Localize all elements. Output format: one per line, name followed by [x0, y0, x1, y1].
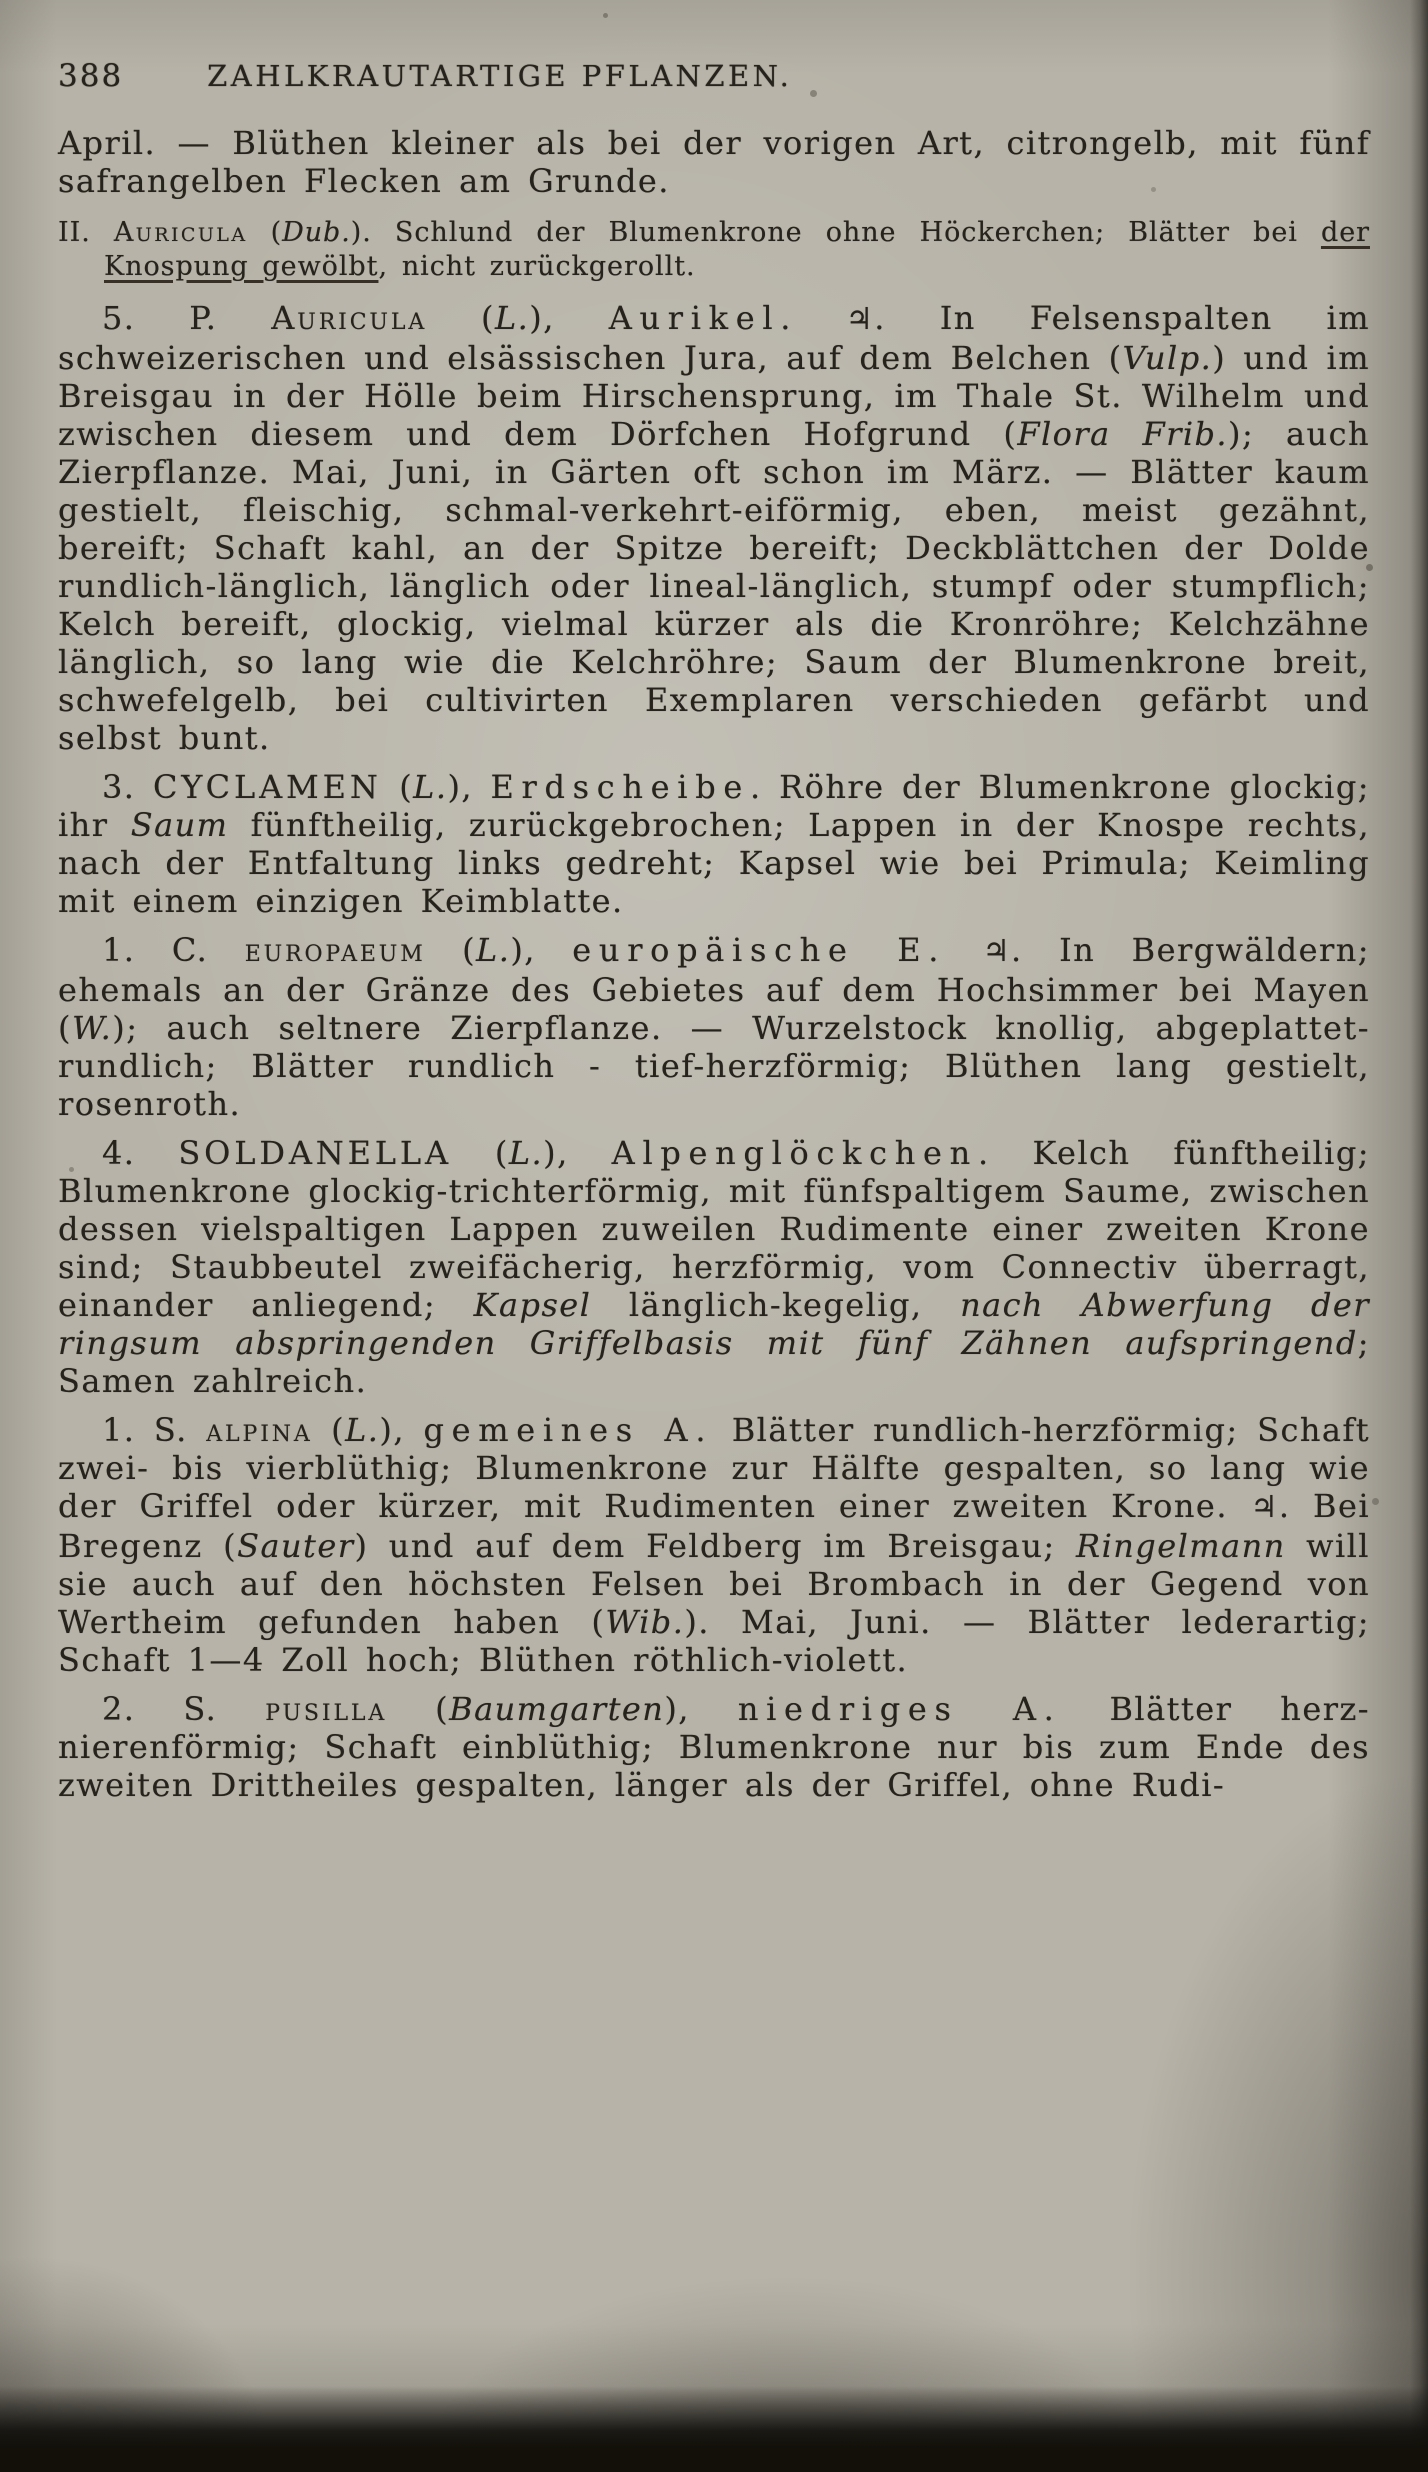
text-block [0, 94, 1428, 1804]
text-run: ( [425, 931, 476, 969]
text-run: ( [451, 1134, 509, 1172]
text-run: 5. P. [102, 299, 272, 337]
text-run: ). Schlund der Blumenkrone ohne Höckerchen; Blätter bei [350, 217, 1321, 248]
text-run: Alpenglöckchen [611, 1134, 978, 1172]
text-run: L. [494, 299, 530, 337]
text-run: europaeum [244, 931, 426, 969]
page-header [0, 0, 1428, 94]
text-run: Wib. [605, 1603, 685, 1641]
text-run: Auricula [271, 299, 428, 337]
text-run: pusilla [265, 1690, 388, 1728]
text-run: Saum [130, 806, 229, 844]
text-run: will sie auch auf den höchsten Felsen bei Brombach in der Gegend von Wertheim gefunden haben ( [58, 1527, 1370, 1641]
text-run: Ringelmann [1076, 1527, 1286, 1565]
text-run: ( [312, 1411, 346, 1449]
text-run: ( [427, 299, 495, 337]
text-run: L. [508, 1134, 544, 1172]
text-run: 2. S. [102, 1690, 266, 1728]
text-run: L. [413, 768, 448, 806]
text-run: Kapsel [473, 1286, 592, 1324]
text-run: länglich-kegelig, [591, 1286, 961, 1324]
section-subheading [58, 216, 1370, 284]
text-run: W. [71, 1009, 113, 1047]
page-number: 388 [58, 58, 124, 94]
paragraph [58, 1411, 1370, 1679]
scan-edge-bottom [0, 2386, 1428, 2472]
text-run: Erdscheibe [490, 768, 750, 806]
text-run [946, 931, 982, 969]
text-run: Flora Frib. [1017, 415, 1229, 453]
text-run: Auricula [113, 217, 248, 248]
text-run: . In Felsenspalten im schweizerischen und elsässischen Jura, auf dem Belchen ( [58, 299, 1371, 377]
text-run: II. [58, 217, 114, 248]
text-run: Sauter [237, 1527, 355, 1565]
text-run: europäische E. [572, 931, 947, 969]
paragraph [58, 931, 1370, 1123]
text-run: ( [387, 1690, 450, 1728]
text-run: L. [345, 1411, 380, 1449]
text-run: nach Abwerfung der ringsum abspringenden Griffelbasis mit fünf Zähnen aufspringend [58, 1286, 1370, 1362]
text-run: ), [447, 768, 491, 806]
paragraph [58, 768, 1370, 920]
text-run: ( [381, 768, 414, 806]
text-run: Baumgarten [449, 1690, 665, 1728]
text-run: ( [247, 217, 283, 248]
text-run: . Röhre der Blumenkrone glockig; ihr [58, 768, 1371, 844]
text-run: gemeines A. [423, 1411, 714, 1449]
text-run: 1. S. [102, 1411, 207, 1449]
text-run: ; Samen zahlreich. [58, 1324, 1370, 1400]
text-run: ♃ [982, 934, 1012, 969]
text-run: Blätter rundlich-herzförmig; Schaft zwei- bis vierblüthig; Blumenkrone zur Hälfte gespalten, so lang wie der Griffel oder kürzer, mit Rudimenten einer zweiten Krone. [58, 1411, 1371, 1525]
text-run: ), [664, 1690, 738, 1728]
text-run: ♃ [1250, 1490, 1279, 1525]
text-run: 3. [102, 768, 153, 806]
text-run: ), [379, 1411, 424, 1449]
text-run: niedriges A. [737, 1690, 1062, 1728]
text-run: ♃ [845, 302, 875, 337]
text-run: ); auch Zierpflanze. Mai, Juni, in Gärten oft schon im März. — Blätter kaum gestielt, fleischig, schmal-verkehrt-eiförmig, eben, meist gezähnt, bereift; Schaft kahl, an der Spitze bereift; Deckblättchen der Dolde rundlich-länglich, länglich oder lineal-länglich, stumpf oder stumpflich; Kelch bereift, glockig, vielmal kürzer als die Kronröhre; Kelchzähne länglich, so lang wie die Kelchröhre; Saum der Blumenkrone breit, schwefelgelb, bei cultivirten Exemplaren verschieden gefärbt und selbst bunt. [58, 415, 1371, 757]
text-run: CYCLAMEN [152, 768, 382, 806]
text-run: ), [529, 299, 609, 337]
text-run: ) und auf dem Feldberg im Breisgau; [354, 1527, 1077, 1565]
text-run: . Bei Bregenz ( [58, 1487, 1370, 1565]
text-run: L. [476, 931, 511, 969]
text-run: ); auch seltnere Zierpflanze. — Wurzelstock knollig, abgeplattet-rundlich; Blätter rundlich - tief-herzförmig; Blüthen lang gestielt, rosenroth. [58, 1009, 1370, 1123]
text-run: der Knospung gewölbt [104, 217, 1370, 282]
text-run: fünftheilig, zurückgebrochen; Lappen in der Knospe rechts, nach der Entfaltung links gedreht; Kapsel wie bei Primula; Keimling mit einem einzigen Keimblatte. [58, 806, 1370, 920]
paragraph [58, 1690, 1370, 1804]
text-run: . [780, 299, 846, 337]
text-run: ), [510, 931, 573, 969]
paragraph [58, 124, 1370, 200]
text-run: ) und im Breisgau in der Hölle beim Hirschensprung, im Thale St. Wilhelm und zwischen diesem und dem Dörfchen Hofgrund ( [58, 339, 1370, 453]
paragraph [58, 1134, 1370, 1400]
text-run: 1. C. [102, 931, 245, 969]
paragraph [58, 299, 1370, 757]
text-run: Aurikel [608, 299, 781, 337]
text-run: 4. [102, 1134, 179, 1172]
text-run: . In Bergwäldern; ehemals an der Gränze des Gebietes auf dem Hochsimmer bei Mayen ( [58, 931, 1370, 1047]
text-run: ), [543, 1134, 612, 1172]
text-run: Blätter herz-nierenförmig; Schaft einblüthig; Blumenkrone nur bis zum Ende des zweiten Drittheiles gespalten, länger als der Griffel, ohne Rudi- [58, 1690, 1370, 1804]
text-run: ). Mai, Juni. — Blätter lederartig; Schaft 1—4 Zoll hoch; Blüthen röthlich-violett. [58, 1603, 1370, 1679]
text-run: . Kelch fünftheilig; Blumenkrone glockig-trichterförmig, mit fünfspaltigem Saume, zwischen dessen vielspaltigen Lappen zuweilen Rudimente einer zweiten Krone sind; Staubbeutel zweifächerig, herzförmig, vom Connectiv überragt, einander anliegend; [58, 1134, 1370, 1324]
text-run: , nicht zurückgerollt. [378, 251, 696, 282]
text-run: SOLDANELLA [178, 1134, 452, 1172]
running-title: ZAHLKRAUTARTIGE PFLANZEN. [207, 59, 793, 93]
text-run: alpina [206, 1411, 313, 1449]
text-run: April. — Blüthen kleiner als bei der vorigen Art, citrongelb, mit fünf safrangelben Flecken am Grunde. [58, 124, 1370, 200]
text-run: Dub. [282, 217, 351, 248]
text-run: Vulp. [1122, 339, 1213, 377]
